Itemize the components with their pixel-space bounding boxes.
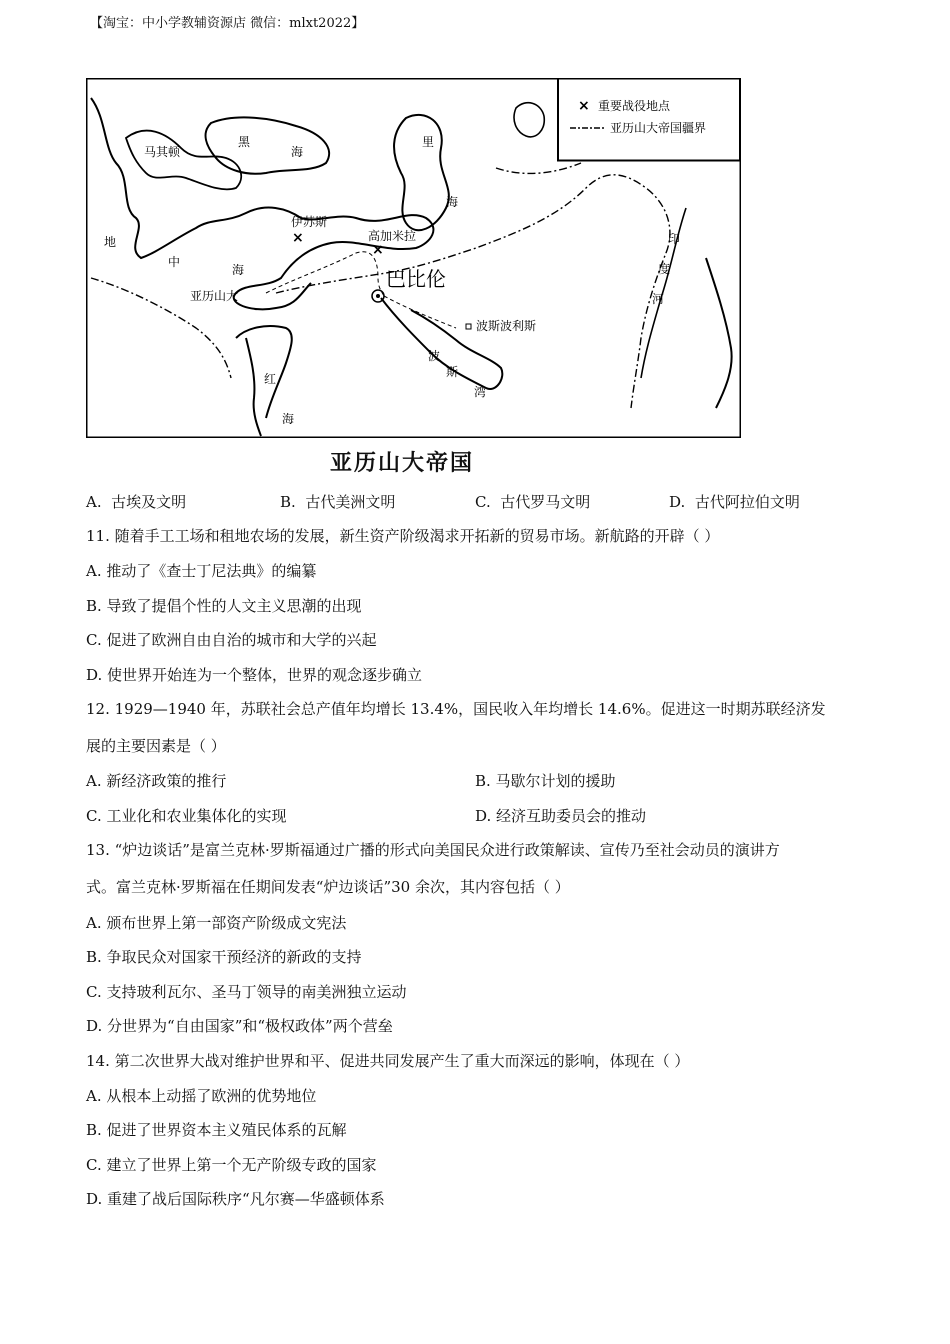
page-header: 【淘宝：中小学教辅资源店 微信：mlxt2022】 — [90, 16, 365, 31]
label-babylon: 巴比伦 — [386, 267, 446, 291]
label-indus-2: 度 — [658, 262, 671, 276]
q12-stem-line1: 12. 1929—1940 年，苏联社会总产值年均增长 13.4%，国民收入年均增长 14.6%。促进这一时期苏联经济发 — [86, 700, 826, 718]
legend-border-label: 亚历山大帝国疆界 — [610, 121, 707, 135]
q11-stem: 11. 随着手工工场和租地农场的发展，新生资产阶级渴求开拓新的贸易市场。新航路的开辟（ ） — [86, 527, 720, 545]
q13-option-c: C. 支持玻利瓦尔、圣马丁领导的南美洲独立运动 — [86, 983, 407, 1001]
label-caspian-1: 里 — [422, 135, 435, 149]
q13-option-d: D. 分世界为“自由国家”和“极权政体”两个营垒 — [86, 1017, 393, 1035]
q14-option-a: A. 从根本上动摇了欧洲的优势地位 — [86, 1087, 317, 1105]
battle-marker-issus: × — [292, 230, 304, 246]
label-med-2: 中 — [168, 255, 181, 269]
svg-text:×: × — [578, 98, 590, 114]
label-black-sea-2: 海 — [291, 145, 304, 159]
battle-marker-gaugamela: × — [372, 242, 384, 258]
q13-stem-line1: 13. “炉边谈话”是富兰克林·罗斯福通过广播的形式向美国民众进行政策解读、宣传乃至社会动员的演讲方 — [86, 841, 780, 859]
label-med-3: 海 — [232, 263, 245, 277]
q12-option-a: A. 新经济政策的推行 — [86, 772, 227, 790]
q12-option-c: C. 工业化和农业集体化的实现 — [86, 807, 287, 825]
label-red-2: 海 — [282, 412, 295, 426]
q11-option-a: A. 推动了《查士丁尼法典》的编纂 — [86, 562, 317, 580]
label-alexandria: 亚历山大 — [190, 289, 239, 303]
q12-option-b: B. 马歇尔计划的援助 — [475, 772, 616, 790]
q10-option-b: B. 古代美洲文明 — [280, 493, 396, 511]
label-caspian-2: 海 — [446, 195, 459, 209]
q13-stem-line2: 式。富兰克林·罗斯福在任期间发表“炉边谈话”30 余次，其内容包括（ ） — [86, 878, 570, 896]
q13-option-b: B. 争取民众对国家干预经济的新政的支持 — [86, 948, 362, 966]
label-gulf-3: 湾 — [474, 385, 487, 399]
q13-option-a: A. 颁布世界上第一部资产阶级成文宪法 — [86, 914, 347, 932]
q14-option-b: B. 促进了世界资本主义殖民体系的瓦解 — [86, 1121, 347, 1139]
label-indus-1: 印 — [668, 232, 681, 246]
label-med-1: 地 — [104, 235, 117, 249]
q11-option-b: B. 导致了提倡个性的人文主义思潮的出现 — [86, 597, 362, 615]
alexander-empire-map — [86, 78, 741, 438]
label-red-1: 红 — [264, 372, 277, 386]
q10-option-a: A. 古埃及文明 — [86, 493, 187, 511]
label-indus-3: 河 — [652, 292, 665, 306]
label-macedonia: 马其顿 — [144, 145, 181, 159]
label-gulf-1: 波 — [428, 349, 441, 363]
q10-option-c: C. 古代罗马文明 — [475, 493, 591, 511]
label-issus: 伊苏斯 — [291, 215, 328, 229]
label-gaugamela: 高加米拉 — [368, 229, 417, 243]
label-black-sea-1: 黑 — [238, 135, 251, 149]
q10-option-d: D. 古代阿拉伯文明 — [669, 493, 800, 511]
label-gulf-2: 斯 — [446, 365, 459, 379]
label-persepolis: 波斯波利斯 — [476, 319, 537, 333]
q14-option-d: D. 重建了战后国际秩序“凡尔赛—华盛顿体系 — [86, 1190, 385, 1208]
legend-battle-label: 重要战役地点 — [598, 99, 671, 113]
q14-stem: 14. 第二次世界大战对维护世界和平、促进共同发展产生了重大而深远的影响，体现在（ ） — [86, 1052, 690, 1070]
q11-option-c: C. 促进了欧洲自由自治的城市和大学的兴起 — [86, 631, 377, 649]
map-caption: 亚历山大帝国 — [330, 451, 475, 476]
q12-stem-line2: 展的主要因素是（ ） — [86, 737, 226, 755]
q11-option-d: D. 使世界开始连为一个整体，世界的观念逐步确立 — [86, 666, 423, 684]
q14-option-c: C. 建立了世界上第一个无产阶级专政的国家 — [86, 1156, 377, 1174]
q12-option-d: D. 经济互助委员会的推动 — [475, 807, 647, 825]
